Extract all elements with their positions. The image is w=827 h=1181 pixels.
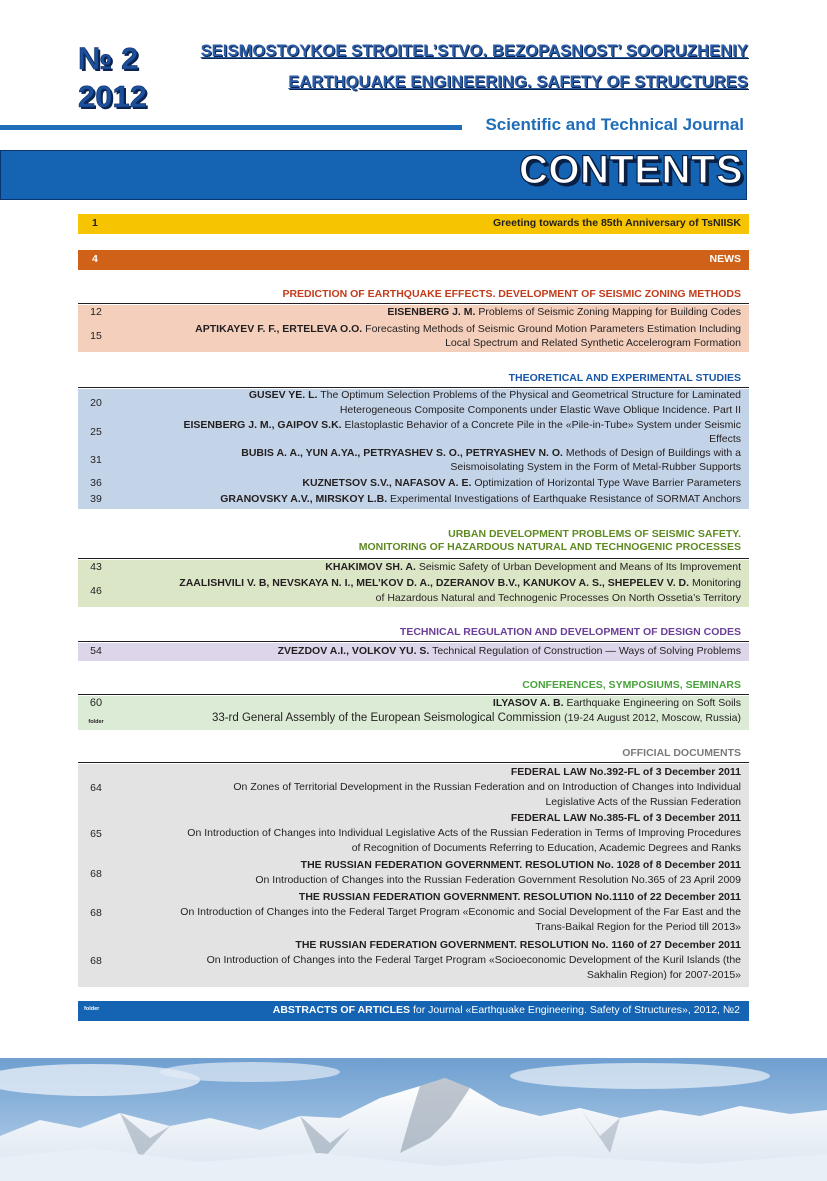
abstracts-bar[interactable] xyxy=(78,1001,749,1021)
journal-type: Scientific and Technical Journal xyxy=(485,115,744,134)
toc-title-continued: Legislative Acts of the Russian Federation xyxy=(545,796,741,808)
series-title-en: EARTHQUAKE ENGINEERING. SAFETY OF STRUCTURES xyxy=(288,73,748,91)
toc-page-number: 54 xyxy=(90,645,102,657)
section-title-theoretical: THEORETICAL AND EXPERIMENTAL STUDIES xyxy=(508,372,741,384)
toc-entry[interactable] xyxy=(78,447,749,475)
toc-page-number: 65 xyxy=(90,828,102,840)
toc-authors: KUZNETSOV S.V., NAFASOV A. E. xyxy=(302,477,472,489)
toc-title: Monitoring xyxy=(691,577,741,589)
contents-title: CONTENTS xyxy=(519,148,743,192)
greeting-bar[interactable] xyxy=(78,214,749,234)
toc-authors: APTIKAYEV F. F., ERTELEVA O.O. xyxy=(195,323,363,335)
toc-entry[interactable] xyxy=(78,712,749,728)
toc-heading: THE RUSSIAN FEDERATION GOVERNMENT. RESOLUTION No. 1028 of 8 December 2011 xyxy=(300,859,741,871)
toc-entry[interactable] xyxy=(78,389,749,417)
toc-authors: GRANOVSKY A.V., MIRSKOY L.B. xyxy=(220,493,388,505)
toc-title: On Introduction of Changes into the Federal Target Program «Socioeconomic Development of the Kuril Islands (the xyxy=(206,954,741,966)
toc-title-continued: Seismoisolating System in the Form of Metal-Rubber Supports xyxy=(450,461,741,473)
section-title-conferences: CONFERENCES, SYMPOSIUMS, SEMINARS xyxy=(522,679,741,691)
issue-number: № 2 xyxy=(78,41,139,76)
toc-heading: THE RUSSIAN FEDERATION GOVERNMENT. RESOLUTION No.1110 of 22 December 2011 xyxy=(298,891,741,903)
toc-page-number: 31 xyxy=(90,454,102,466)
section-prediction xyxy=(78,305,749,352)
section-title-official: OFFICIAL DOCUMENTS xyxy=(622,747,741,759)
toc-page-number: 1 xyxy=(92,217,98,229)
toc-title: Forecasting Methods of Seismic Ground Motion Parameters Estimation Including xyxy=(365,323,741,335)
section-title-regulation: TECHNICAL REGULATION AND DEVELOPMENT OF DESIGN CODES xyxy=(399,626,741,638)
toc-page-number: 20 xyxy=(90,397,102,409)
abstracts-label: ABSTRACTS OF ARTICLES xyxy=(272,1004,411,1016)
toc-title: On Zones of Territorial Development in the Russian Federation and on Introduction of Changes into Individual xyxy=(233,781,741,793)
toc-authors: ZAALISHVILI V. B, NEVSKAYA N. I., MEL’KOV D. A., DZERANOV B.V., KANUKOV A. S., SHEPELEV V. D. xyxy=(179,577,690,589)
toc-entry[interactable] xyxy=(78,859,749,889)
toc-title: Experimental Investigations of Earthquake Resistance of SORMAT Anchors xyxy=(390,493,741,505)
toc-title: Greeting towards the 85th Anniversary of TsNIISK xyxy=(493,217,741,229)
toc-title: NEWS xyxy=(709,253,741,265)
toc-page-number: 12 xyxy=(90,306,102,318)
toc-entry[interactable] xyxy=(78,645,749,659)
toc-entry[interactable] xyxy=(78,561,749,575)
toc-entry[interactable] xyxy=(78,419,749,447)
issue-number-year xyxy=(78,40,147,116)
toc-page-number: 68 xyxy=(90,955,102,967)
toc-page-number: folder xyxy=(88,719,104,725)
toc-title: Problems of Seismic Zoning Mapping for Building Codes xyxy=(478,306,741,318)
toc-heading: THE RUSSIAN FEDERATION GOVERNMENT. RESOLUTION No. 1160 of 27 December 2011 xyxy=(295,939,741,951)
toc-page-number: 46 xyxy=(90,585,102,597)
toc-title-continued: Local Spectrum and Related Synthetic Accelerogram Formation xyxy=(445,337,741,349)
toc-entry[interactable] xyxy=(78,891,749,935)
toc-page-number: 68 xyxy=(90,868,102,880)
toc-subtitle: (19-24 August 2012, Moscow, Russia) xyxy=(564,712,741,724)
toc-title: Technical Regulation of Construction — Ways of Solving Problems xyxy=(432,645,741,657)
abstracts-text: for Journal «Earthquake Engineering. Safety of Structures», 2012, №2 xyxy=(410,1004,740,1016)
toc-entry[interactable] xyxy=(78,323,749,351)
toc-authors: BUBIS A. A., YUN A.YA., PETRYASHEV S. O., PETRYASHEV N. O. xyxy=(241,447,563,459)
toc-authors: ZVEZDOV A.I., VOLKOV YU. S. xyxy=(277,645,430,657)
toc-title: Optimization of Horizontal Type Wave Barrier Parameters xyxy=(474,477,741,489)
toc-page-number: 39 xyxy=(90,493,102,505)
section-title-line: URBAN DEVELOPMENT PROBLEMS OF SEISMIC SAFETY. xyxy=(448,528,741,540)
toc-title-continued: Sakhalin Region) for 2007-2015» xyxy=(586,969,741,981)
toc-heading: FEDERAL LAW No.392-FL of 3 December 2011 xyxy=(510,766,741,778)
section-title-urban xyxy=(359,528,741,553)
section-urban xyxy=(78,560,749,607)
toc-page-number: 15 xyxy=(90,330,102,342)
toc-entry[interactable] xyxy=(78,812,749,856)
toc-entry[interactable] xyxy=(78,306,749,320)
toc-title: Methods of Design of Buildings with a xyxy=(565,447,741,459)
toc-title-continued: Trans-Baikal Region for the Period till 2013» xyxy=(535,921,741,933)
section-theoretical xyxy=(78,389,749,509)
section-title-line: MONITORING OF HAZARDOUS NATURAL AND TECHNOGENIC PROCESSES xyxy=(358,541,741,553)
toc-title-continued: Heterogeneous Composite Components under Elastic Wave Oblique Incidence. Part II xyxy=(339,404,741,416)
toc-page-number: 64 xyxy=(90,782,102,794)
section-conferences xyxy=(78,696,749,730)
toc-page-number: 60 xyxy=(89,697,103,709)
toc-authors: KHAKIMOV SH. A. xyxy=(325,561,416,573)
toc-title: 33-rd General Assembly of the European Seismological Commission xyxy=(211,712,561,724)
toc-page-number: 36 xyxy=(90,477,102,489)
toc-title-continued: Effects xyxy=(709,433,741,445)
toc-entry[interactable] xyxy=(78,939,749,983)
toc-entry[interactable] xyxy=(78,577,749,605)
toc-page-number: folder xyxy=(84,1006,100,1012)
news-bar[interactable] xyxy=(78,250,749,270)
toc-page-number: 43 xyxy=(90,561,102,573)
section-official xyxy=(78,764,749,987)
toc-authors: ILYASOV A. B. xyxy=(492,697,564,709)
toc-authors: GUSEV YE. L. xyxy=(248,389,318,401)
toc-authors: EISENBERG J. M. xyxy=(387,306,476,318)
toc-title: Seismic Safety of Urban Development and Means of Its Improvement xyxy=(418,561,741,573)
header-rule xyxy=(0,125,462,130)
section-regulation xyxy=(78,643,749,661)
toc-page-number: 4 xyxy=(92,253,98,265)
toc-title: Elastoplastic Behavior of a Concrete Pile in the «Pile-in-Tube» System under Seismic xyxy=(344,419,741,431)
toc-title: On Introduction of Changes into Individual Legislative Acts of the Russian Federation in Terms of Improving Procedures xyxy=(187,827,741,839)
issue-year: 2012 xyxy=(78,79,147,114)
toc-title-continued: of Recognition of Documents Referring to Education, Academic Degrees and Ranks xyxy=(351,842,741,854)
toc-title: The Optimum Selection Problems of the Physical and Geometrical Structure for Laminated xyxy=(320,389,741,401)
toc-entry[interactable] xyxy=(78,697,749,711)
toc-entry[interactable] xyxy=(78,477,749,491)
toc-page-number: 68 xyxy=(90,907,102,919)
series-title-ru: SEISMOSTOYKOE STROITEL’STVO. BEZOPASNOST’ SOORUZHENIY xyxy=(200,42,748,60)
toc-heading: FEDERAL LAW No.385-FL of 3 December 2011 xyxy=(510,812,741,824)
section-title-prediction: PREDICTION OF EARTHQUAKE EFFECTS. DEVELOPMENT OF SEISMIC ZONING METHODS xyxy=(282,288,741,300)
toc-title: Earthquake Engineering on Soft Soils xyxy=(566,697,741,709)
toc-authors: EISENBERG J. M., GAIPOV S.K. xyxy=(183,419,342,431)
toc-title-continued: of Hazardous Natural and Technogenic Processes On North Ossetia’s Territory xyxy=(375,592,741,604)
toc-entry[interactable] xyxy=(78,766,749,810)
mountain-photo xyxy=(0,1058,827,1181)
toc-entry[interactable] xyxy=(78,493,749,507)
toc-page-number: 25 xyxy=(90,426,102,438)
toc-title: On Introduction of Changes into the Federal Target Program «Economic and Social Development of the Far East and the xyxy=(180,906,741,918)
toc-title: On Introduction of Changes into the Russian Federation Government Resolution No.365 of 23 April 2009 xyxy=(255,874,741,886)
